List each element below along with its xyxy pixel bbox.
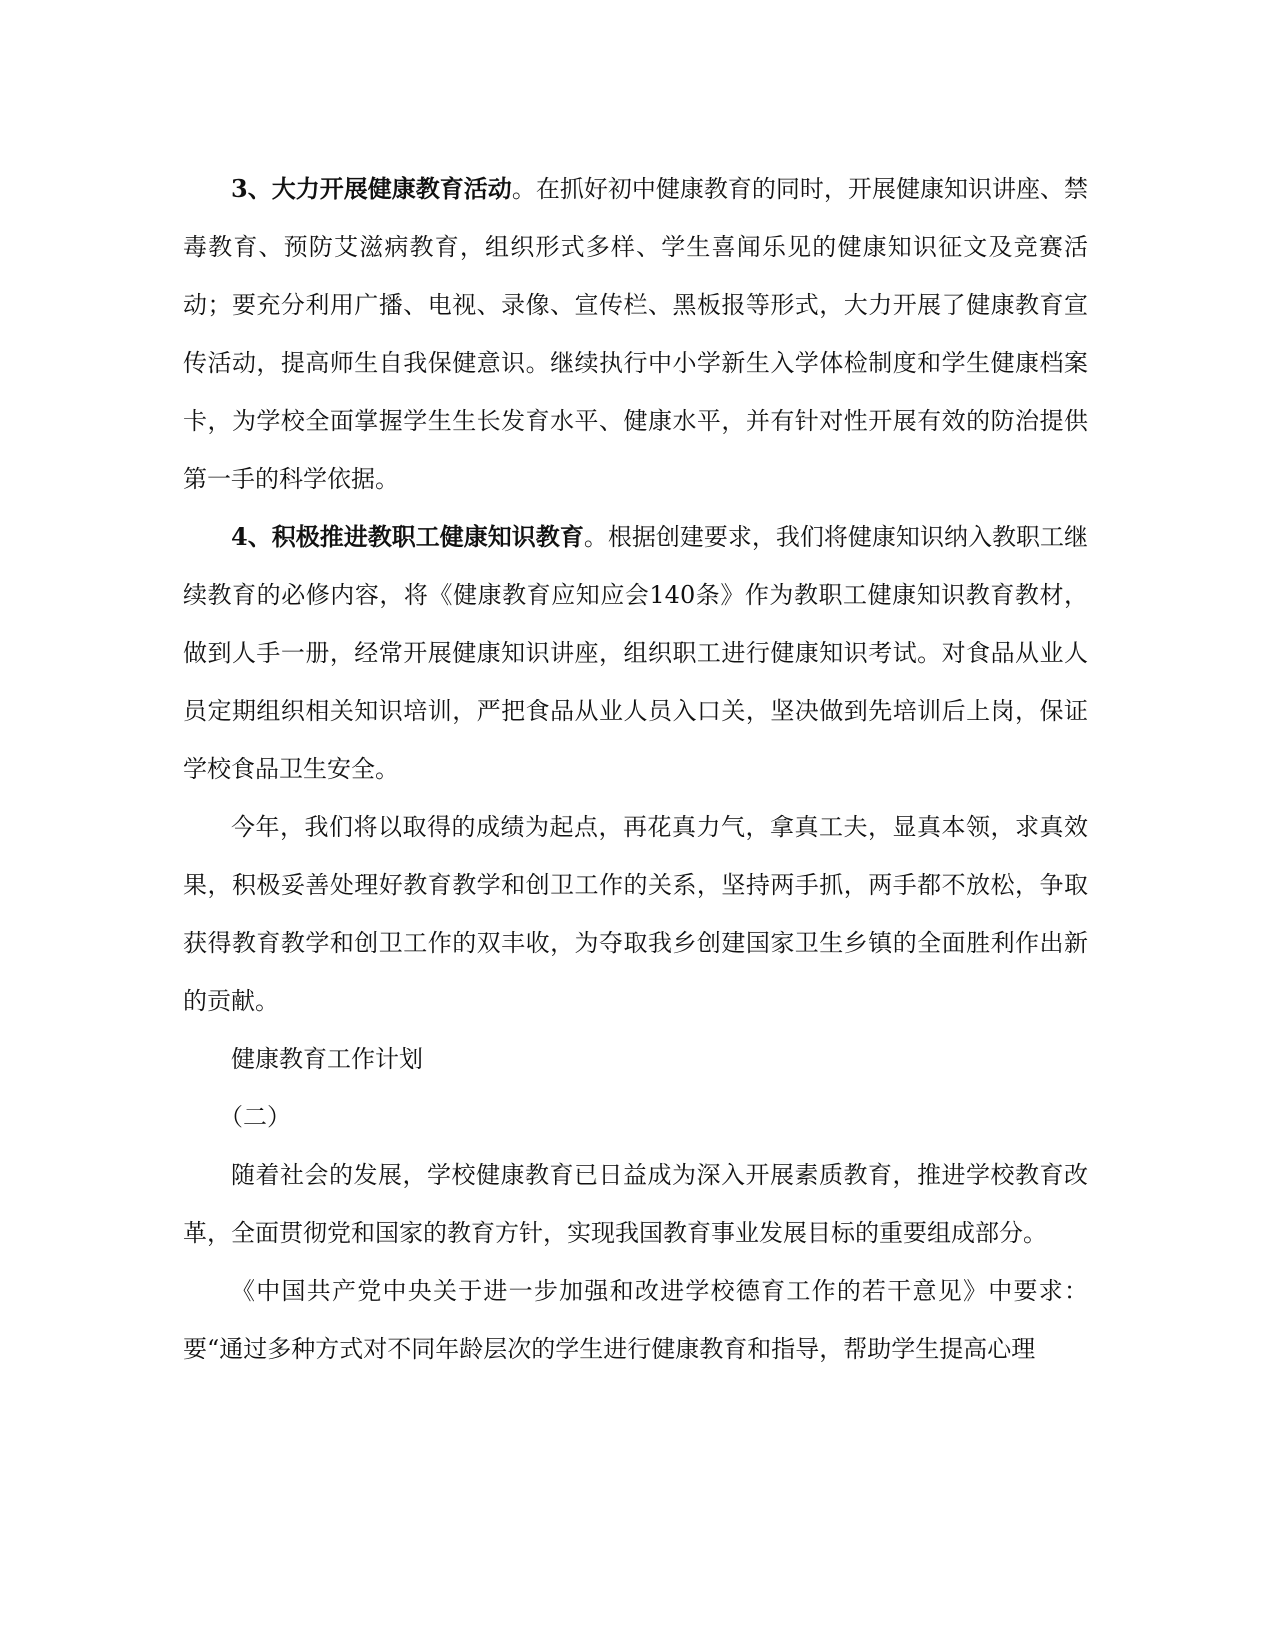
paragraph-social-development: 随着社会的发展，学校健康教育已日益成为深入开展素质教育，推进学校教育改革，全面贯彻党和国家的教育方针，实现我国教育事业发展目标的重要组成部分。: [183, 1161, 1088, 1247]
paragraph-lead-4: 4、积极推进教职工健康知识教育: [231, 522, 584, 551]
paragraph-this-year: 今年，我们将以取得的成绩为起点，再花真力气，拿真工夫，显真本领，求真效果，积极妥善处理好教育教学和创卫工作的关系，坚持两手抓，两手都不放松，争取获得教育教学和创卫工作的双丰收，为夺取我乡创建国家卫生乡镇的全面胜利作出新的贡献。: [183, 813, 1088, 1015]
paragraph-body-4: 。根据创建要求，我们将健康知识纳入教职工继续教育的必修内容，将《健康教育应知应会140条》作为教职工健康知识教育教材，做到人手一册，经常开展健康知识讲座，组织职工进行健康知识考试。对食品从业人员定期组织相关知识培训，严把食品从业人员入口关，坚决做到先培训后上岗，保证学校食品卫生安全。: [183, 523, 1088, 783]
paragraph-health-activities: [183, 160, 1088, 508]
paragraph-lead-3: 3、大力开展健康教育活动: [231, 174, 512, 203]
paragraph-party-opinion: 《中国共产党中央关于进一步加强和改进学校德育工作的若干意见》中要求：要“通过多种方式对不同年龄层次的学生进行健康教育和指导，帮助学生提高心理: [183, 1277, 1088, 1363]
document-subtitle: （二）: [219, 1103, 291, 1131]
paragraph-staff-education: [183, 508, 1088, 798]
document-title: 健康教育工作计划: [231, 1045, 423, 1073]
paragraph-body-3: 。在抓好初中健康教育的同时，开展健康知识讲座、禁毒教育、预防艾滋病教育，组织形式多样、学生喜闻乐见的健康知识征文及竞赛活动；要充分利用广播、电视、录像、宣传栏、黑板报等形式，大力开展了健康教育宣传活动，提高师生自我保健意识。继续执行中小学新生入学体检制度和学生健康档案卡，为学校全面掌握学生生长发育水平、健康水平，并有针对性开展有效的防治提供第一手的科学依据。: [183, 175, 1089, 493]
document-body: [183, 160, 1088, 1378]
